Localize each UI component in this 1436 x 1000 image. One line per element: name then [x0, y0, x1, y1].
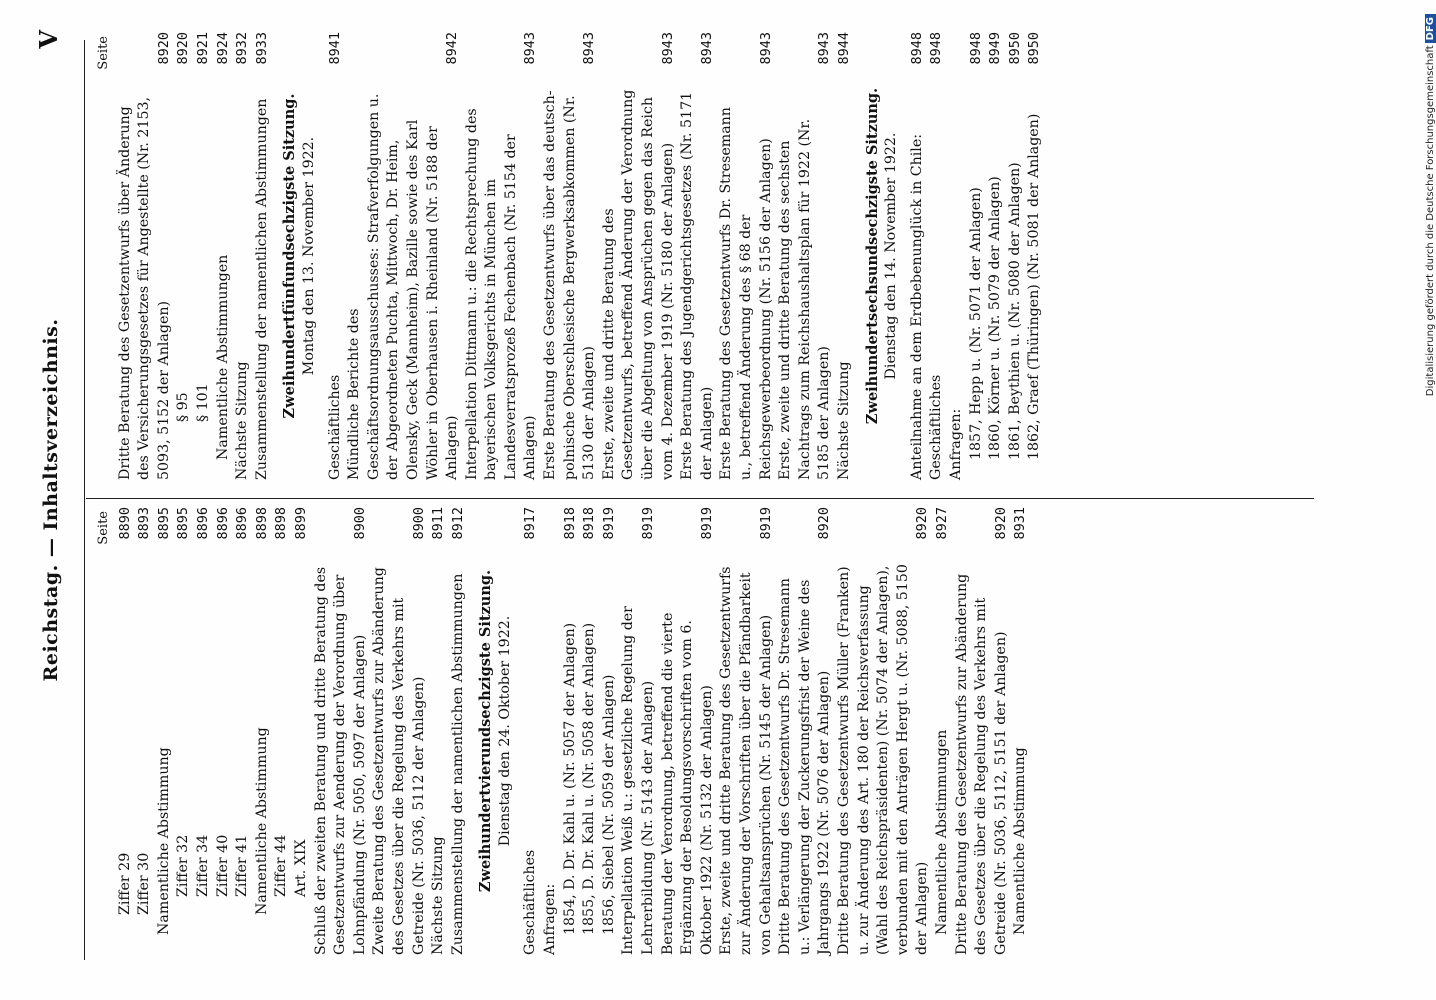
entry-text: Ziffer 41 [234, 834, 251, 897]
funding-note [1425, 14, 1436, 396]
entry-page-number: 8898 [273, 507, 290, 540]
entry-page-number: 8919 [600, 507, 617, 540]
entry-page-number: 8920 [992, 507, 1009, 540]
toc-entry [835, 32, 855, 480]
toc-entry [312, 507, 371, 955]
entry-page-number: 8920 [155, 32, 172, 65]
seite-label: Seite [96, 36, 111, 70]
toc-entry [292, 507, 312, 955]
toc-entry [135, 507, 155, 955]
entry-text: Beratung der Verordnung, betreffend die vierte Ergänzung der Besoldungsvorschriften vom 6. Oktober 1922 (Nr. 5132 der Anlagen) [659, 612, 715, 955]
entry-page-number: 8899 [292, 507, 309, 540]
entry-page-number: 8943 [581, 32, 598, 65]
toc-entry [194, 507, 214, 955]
toc-entry [580, 507, 600, 955]
toc-entry [345, 32, 463, 480]
right-column [94, 32, 1045, 480]
entry-page-number: 8900 [410, 507, 427, 540]
entry-page-number: 8927 [933, 507, 950, 540]
entry-page-number: 8896 [214, 507, 231, 540]
entry-text: Anfragen: [947, 408, 964, 480]
toc-entry [521, 507, 541, 955]
toc-entry [116, 507, 136, 955]
entry-page-number: 8950 [1006, 32, 1023, 65]
entry-page-number: 8943 [659, 32, 676, 65]
header-rule [84, 40, 85, 960]
session-heading: Zweihundertvierundsechzigste Sitzung. [477, 569, 495, 893]
session-date: Dienstag den 24. Oktober 1922. [496, 615, 513, 847]
entry-text: Zusammenstellung der namentlichen Abstimmungen [449, 573, 466, 955]
entry-text: Dritte Beratung des Gesetzentwurfs über Änderung des Versicherungsgesetzes für Angestellte (Nr. 2153, 5093, 5152 der Anlagen) [116, 96, 172, 480]
entry-page-number: 8896 [234, 507, 251, 540]
entry-page-number: 8931 [1012, 507, 1029, 540]
entry-text: Interpellation Dittmann u.: die Rechtsprechung des bayerischen Volksgerichts in München im Landesverratsprozeß Fechenbach (Nr. 5154 der Anlagen) [463, 108, 539, 480]
entry-page-number: 8898 [253, 507, 270, 540]
entry-text: § 101 [194, 383, 211, 422]
toc-entry [429, 507, 449, 955]
entry-page-number: 8911 [430, 507, 447, 540]
toc-entry [326, 32, 346, 480]
entry-page-number: 8920 [816, 507, 833, 540]
entry-text: Namentliche Abstimmungen [933, 729, 950, 935]
toc-entry [835, 507, 933, 955]
entry-page-number: 8948 [967, 32, 984, 65]
entry-text: Geschäftliches [928, 374, 945, 480]
entry-text: Erste Beratung des Gesetzentwurfs über das deutsch-polnische Oberschlesische Bergwerksabkommen (Nr. 5130 der Anlagen) [542, 90, 598, 480]
toc-entry [1025, 32, 1045, 480]
entry-page-number: 8917 [522, 507, 539, 540]
entry-text: Erste, zweite und dritte Beratung des sechsten Nachtrags zum Reichshaushaltsplan für 1922 (Nr. 5185 der Anlagen) [777, 118, 833, 480]
entry-text: Ziffer 34 [194, 834, 211, 897]
entry-page-number: 8948 [928, 32, 945, 65]
toc-entry [619, 507, 658, 955]
entry-text: Namentliche Abstimmungen [214, 254, 231, 460]
entry-text: Schluß der zweiten Beratung und dritte Beratung des Gesetzentwurfs zur Aenderung der Verordnung über Lohnpfändung (Nr. 5050, 5097 der Anlagen) [312, 566, 368, 955]
toc-entry [933, 507, 953, 955]
entry-text: Art. XIX [292, 839, 309, 897]
session-heading: Zweihundertsechsundsechzigste Sitzung. [863, 87, 881, 425]
entry-text: Anteilnahme an dem Erdbebenunglück in Chile: [908, 133, 925, 480]
entry-text: Geschäftliches [326, 374, 343, 480]
toc-entry [600, 32, 678, 480]
entry-page-number: 8943 [757, 32, 774, 65]
toc-entry [272, 507, 292, 955]
entry-text: Ziffer 29 [116, 852, 133, 915]
entry-text: Erste Beratung des Gesetzentwurfs Dr. Stresemann u., betreffend Änderung des § 68 der Reichsgewerbeordnung (Nr. 5156 der Anlagen) [718, 107, 774, 480]
toc-entry [1011, 507, 1031, 955]
entry-page-number: 8920 [175, 32, 192, 65]
entry-text: Erste Beratung des Jugendgerichtsgesetzes (Nr. 5171 der Anlagen) [679, 91, 715, 480]
entry-text: Ziffer 44 [273, 834, 290, 897]
toc-entry [233, 32, 253, 480]
entry-text: Namentliche Abstimmung [253, 727, 270, 915]
entry-text: § 95 [175, 392, 192, 422]
page-title: Reichstag. — Inhaltsverzeichnis. [40, 318, 62, 682]
toc-entry [927, 32, 947, 480]
entry-page-number: 8919 [757, 507, 774, 540]
session-date: Montag den 13. November 1922. [300, 136, 317, 376]
entry-page-number: 8900 [351, 507, 368, 540]
toc-entry [717, 507, 776, 955]
session-date: Dienstag den 14. November 1922. [883, 132, 900, 380]
entry-text: 1856, Siebel (Nr. 5059 der Anlagen) [600, 674, 617, 935]
entry-text: 1855, D. Dr. Kahl u. (Nr. 5058 der Anlagen) [581, 622, 598, 935]
toc-entry [908, 32, 928, 480]
entry-text: Ziffer 30 [136, 852, 153, 915]
entry-text: 1862, Graef (Thüringen) (Nr. 5081 der Anlagen) [1026, 113, 1043, 460]
entry-text: Erste, zweite und dritte Beratung des Gesetzentwurfs, betreffend Änderung der Verordnung über die Abgeltung von Ansprüchen gegen das Reich vom 4. Dezember 1919 (Nr. 5180 der Anlagen) [600, 89, 676, 480]
toc-entry [678, 32, 717, 480]
toc-entry [449, 507, 469, 955]
toc-entry [953, 507, 1012, 955]
entry-text: 1857, Hepp u. (Nr. 5071 der Anlagen) [967, 187, 984, 460]
entry-page-number: 8893 [136, 507, 153, 540]
entry-text: Geschäftliches [522, 849, 539, 955]
page-numeral: V [34, 30, 63, 49]
toc-entry [776, 507, 835, 955]
entry-text: Nächste Sitzung [835, 361, 852, 480]
toc-entry [541, 507, 561, 955]
toc-entry [947, 32, 967, 480]
entry-page-number: 8944 [835, 32, 852, 65]
entry-page-number: 8920 [914, 507, 931, 540]
entry-text: Zweite Beratung des Gesetzentwurfs zur Abänderung des Gesetzes über die Regelung des Verkehrs mit Getreide (Nr. 5036, 5112 der Anlagen) [371, 567, 427, 955]
toc-entry [194, 32, 214, 480]
seite-label: Seite [96, 511, 111, 545]
entry-page-number: 8918 [581, 507, 598, 540]
entry-page-number: 8943 [816, 32, 833, 65]
toc-entry [986, 32, 1006, 480]
entry-page-number: 8948 [908, 32, 925, 65]
entry-page-number: 8943 [522, 32, 539, 65]
entry-page-number: 8949 [987, 32, 1004, 65]
toc-entry [776, 32, 835, 480]
toc-entry [174, 507, 194, 955]
toc-entry [253, 507, 273, 955]
toc-entry [233, 507, 253, 955]
toc-entry [116, 32, 175, 480]
left-column [94, 507, 1031, 955]
entry-text: Mündliche Berichte des Geschäftsordnungsausschusses: Strafverfolgungen u. der Abgeordneten Puchta, Mittwoch, Dr. Heim, Olensky, Geck (Mannheim), Bazille sowie des Karl Wöhler in Oberhausen i. Rheinland (Nr. 5188 der Anlagen) [346, 93, 461, 480]
entry-text: Namentliche Abstimmung [155, 747, 172, 935]
session-heading: Zweihundertfünfundsechzigste Sitzung. [281, 93, 299, 419]
column-rule [86, 498, 1314, 499]
entry-text: 1861, Beythien u. (Nr. 5080 der Anlagen) [1006, 162, 1023, 460]
entry-page-number: 8895 [175, 507, 192, 540]
toc-entry [370, 507, 429, 955]
toc-entry [463, 32, 541, 480]
entry-page-number: 8924 [214, 32, 231, 65]
entry-page-number: 8919 [640, 507, 657, 540]
toc-entry [174, 32, 194, 480]
entry-text: Nächste Sitzung [234, 361, 251, 480]
entry-text: Erste, zweite und dritte Beratung des Gesetzentwurfs zur Änderung der Vorschriften über die Pfändbarkeit von Gehaltsansprüchen (Nr. 5145 der Anlagen) [718, 566, 774, 955]
dfg-logo: DFG [1425, 14, 1436, 43]
toc-entry [967, 32, 987, 480]
entry-text: Dritte Beratung des Gesetzentwurfs Dr. Stresemann u.: Verlängerung der Zuckerungsfrist der Weine des Jahrgangs 1922 (Nr. 5076 der Anlagen) [777, 578, 833, 955]
entry-page-number: 8942 [444, 32, 461, 65]
entry-text: Dritte Beratung des Gesetzentwurfs zur Abänderung des Gesetzes über die Regelung des Verkehrs mit Getreide (Nr. 5036, 5112, 5151 der Anlagen) [953, 573, 1009, 955]
entry-text: 1854, D. Dr. Kahl u. (Nr. 5057 der Anlagen) [561, 622, 578, 935]
entry-page-number: 8918 [561, 507, 578, 540]
toc-entry [717, 32, 776, 480]
toc-entry [561, 507, 581, 955]
toc-entry [155, 507, 175, 955]
toc-entry [253, 32, 273, 480]
entry-page-number: 8933 [253, 32, 270, 65]
entry-text: Zusammenstellung der namentlichen Abstimmungen [253, 98, 270, 480]
toc-entry [541, 32, 600, 480]
entry-page-number: 8932 [234, 32, 251, 65]
entry-text: Anfragen: [542, 883, 559, 955]
entry-text: Ziffer 32 [175, 834, 192, 897]
entry-page-number: 8919 [698, 507, 715, 540]
entry-page-number: 8896 [194, 507, 211, 540]
entry-text: Namentliche Abstimmung [1012, 747, 1029, 935]
entry-page-number: 8921 [194, 32, 211, 65]
entry-text: Interpellation Weiß u.: gesetzliche Regelung der Lehrerbildung (Nr. 5143 der Anlagen) [620, 606, 657, 955]
toc-entry [214, 507, 234, 955]
toc-entry [600, 507, 620, 955]
toc-entry [214, 32, 234, 480]
entry-text: Ziffer 40 [214, 834, 231, 897]
funding-text: Digitalisierung gefördert durch die Deutsche Forschungsgemeinschaft [1425, 45, 1436, 397]
entry-page-number: 8912 [449, 507, 466, 540]
entry-text: 1860, Körner u. (Nr. 5079 der Anlagen) [987, 176, 1004, 460]
toc-entry [1006, 32, 1026, 480]
entry-text: Nächste Sitzung [430, 836, 447, 955]
entry-text: Dritte Beratung des Gesetzentwurfs Müller (Franken) u. zur Änderung des Art. 180 der Reichsverfassung (Wahl des Reichspräsidenten) (Nr. 5074 der Anlagen), verbunden mit den Anträgen Hergt u. (Nr. 5088, 5150 der Anlagen) [835, 564, 931, 955]
entry-page-number: 8890 [116, 507, 133, 540]
entry-page-number: 8950 [1026, 32, 1043, 65]
entry-page-number: 8941 [326, 32, 343, 65]
toc-entry [659, 507, 718, 955]
entry-page-number: 8895 [155, 507, 172, 540]
entry-page-number: 8943 [698, 32, 715, 65]
page-header [28, 30, 78, 970]
